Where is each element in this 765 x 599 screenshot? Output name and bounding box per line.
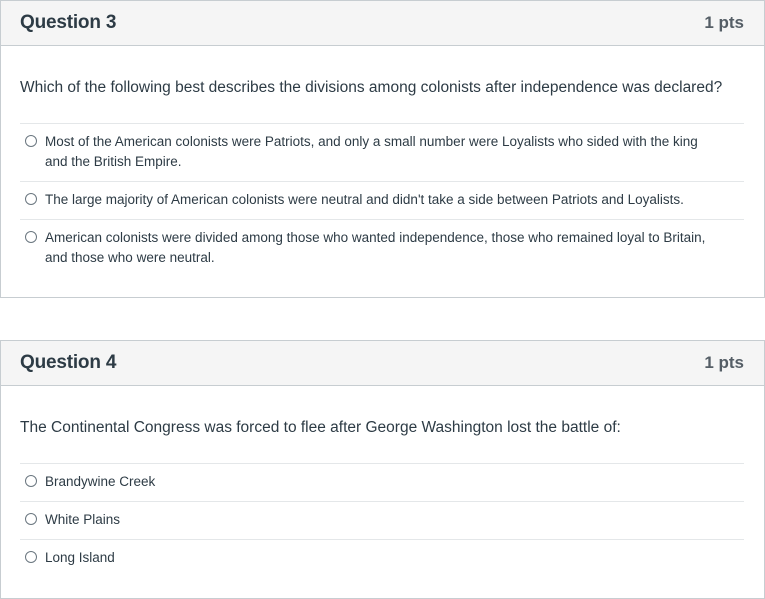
radio-button[interactable] <box>25 475 37 487</box>
answer-label-line: and the British Empire. <box>45 154 182 169</box>
answer-label-line: White Plains <box>45 512 121 527</box>
question-header <box>1 1 764 46</box>
question-4-card <box>0 340 765 599</box>
answer-option[interactable] <box>20 219 744 277</box>
question-title: Question 3 <box>20 12 117 33</box>
radio-button[interactable] <box>25 231 37 243</box>
question-3-card <box>0 0 765 298</box>
answer-label-line: and those who were neutral. <box>45 250 215 265</box>
answer-list <box>20 463 744 577</box>
question-title: Question 4 <box>20 352 117 373</box>
answer-list <box>20 123 744 277</box>
question-text: Which of the following best describes the divisions among colonists after independence was declared? <box>20 79 723 96</box>
answer-option[interactable] <box>20 539 744 577</box>
answer-label-line: Brandywine Creek <box>45 474 156 489</box>
radio-button[interactable] <box>25 551 37 563</box>
answer-option[interactable] <box>20 123 744 181</box>
answer-option[interactable] <box>20 463 744 501</box>
radio-button[interactable] <box>25 193 37 205</box>
question-points: 1 pts <box>704 13 744 32</box>
radio-button[interactable] <box>25 513 37 525</box>
answer-label-line: The large majority of American colonists were neutral and didn't take a side between Patriots and Loyalists. <box>45 192 684 207</box>
radio-button[interactable] <box>25 135 37 147</box>
answer-label-line: Most of the American colonists were Patriots, and only a small number were Loyalists who sided with the king <box>45 134 698 149</box>
question-text: The Continental Congress was forced to flee after George Washington lost the battle of: <box>20 419 621 436</box>
answer-option[interactable] <box>20 181 744 219</box>
question-header <box>1 341 764 386</box>
question-points: 1 pts <box>704 353 744 372</box>
answer-option[interactable] <box>20 501 744 539</box>
answer-label-line: Long Island <box>45 550 115 565</box>
answer-label-line: American colonists were divided among those who wanted independence, those who remained loyal to Britain, <box>45 230 706 245</box>
